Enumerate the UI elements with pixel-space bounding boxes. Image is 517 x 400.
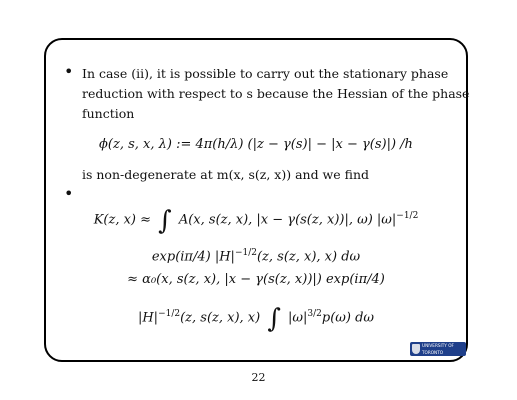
integral-sign: ∫: [158, 206, 172, 237]
university-logo: [410, 342, 466, 356]
kernel-equation-line-4: [44, 304, 468, 335]
kernel-equation-line-1: [44, 206, 468, 237]
bullet-point: •: [64, 184, 74, 203]
bullet-point: •: [64, 62, 74, 81]
text-line: In case (ii), it is possible to carry out the stationary phase: [82, 66, 449, 81]
kernel-integrand: A(x, s(z, x), |x − γ(s(z, x))|, ω) |ω|: [178, 212, 397, 228]
exponent: 3/2: [307, 309, 322, 319]
crest-icon: [412, 344, 420, 354]
integral-sign: ∫: [267, 304, 281, 335]
hessian-tail: (z, s(z, x), x) dω: [256, 249, 361, 265]
exponent: −1/2: [158, 309, 181, 319]
kernel-equation-line-3: ≈ α₀(x, s(z, x), |x − γ(s(z, x))|) exp(iπ/4): [127, 272, 385, 287]
frequency-term: |ω|: [288, 310, 308, 326]
text-line: function: [82, 106, 135, 121]
phase-factor: exp(iπ/4) |H|: [151, 249, 235, 265]
page-number: 22: [251, 371, 266, 384]
kernel-left: K(z, x) ≈: [93, 212, 152, 228]
hessian-arguments: (z, s(z, x), x): [180, 310, 261, 326]
kernel-equation-line-2: [44, 244, 468, 266]
text-line: is non-degenerate at m(x, s(z, x)) and we find: [82, 167, 370, 182]
phase-function-equation: ϕ(z, s, x, λ) := 4π(h/λ) (|z − γ(s)| − |x − γ(s)|) /h: [99, 137, 413, 152]
text-line: reduction with respect to s because the Hessian of the phase: [82, 86, 470, 101]
integrand-tail: p(ω) dω: [321, 310, 375, 326]
exponent: −1/2: [234, 248, 257, 258]
logo-text: UNIVERSITY OF TORONTO: [422, 343, 454, 355]
exponent: −1/2: [396, 211, 419, 221]
hessian-term: |H|: [137, 310, 159, 326]
